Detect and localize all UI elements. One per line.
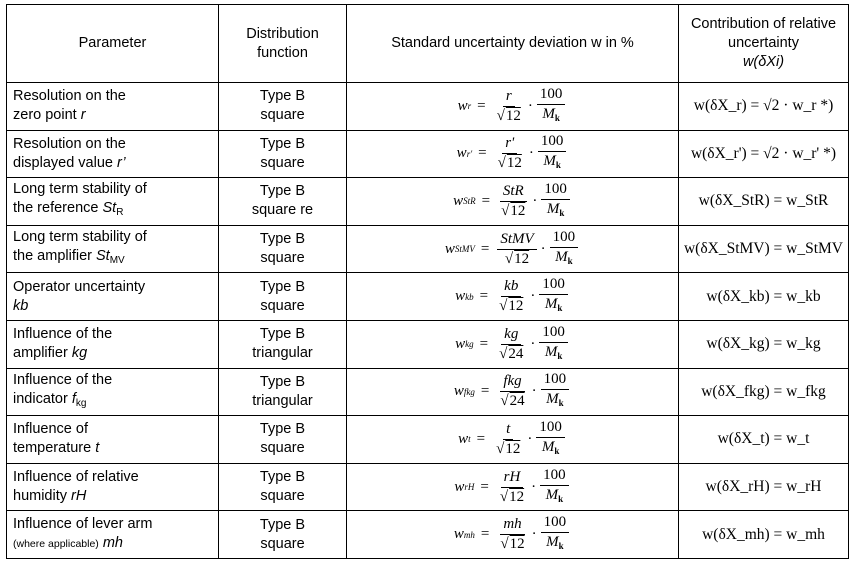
cell-distribution: Type B square — [219, 511, 347, 559]
fraction-factor: $\frac{100}{M_k}$ — [541, 181, 570, 222]
formula: w r' = $\frac{r'}{√12}$ · $\frac{100}{M_k}$ — [457, 133, 569, 174]
formula: w fkg = $\frac{\text{fkg}}{√24}$ · $\frac{100}{M_k}$ — [454, 371, 571, 412]
cell-distribution: Type B square — [219, 130, 347, 178]
fraction: $\frac{kb}{√12}$ — [499, 278, 524, 315]
cell-parameter: Influence of lever arm (where applicable) mh — [7, 511, 219, 559]
fraction: $\frac{r}{√12}$ — [496, 87, 521, 124]
header-std-uncertainty: Standard uncertainty deviation w in % — [347, 5, 679, 83]
cell-contribution: w(δX_rH) = w_rH — [679, 463, 849, 511]
cell-formula — [347, 178, 679, 226]
cell-parameter: Influence of the amplifier kg — [7, 320, 219, 368]
cell-distribution: Type B square — [219, 83, 347, 131]
cell-parameter: Long term stability of the reference $St_R$ — [7, 178, 219, 226]
fraction-factor: $\frac{100}{M_k}$ — [550, 229, 579, 270]
table-row — [7, 416, 849, 464]
cell-contribution: w(δX_t) = w_t — [679, 416, 849, 464]
cell-distribution: Type B triangular — [219, 320, 347, 368]
cell-contribution: w(δX_StMV) = w_StMV — [679, 225, 849, 273]
formula: w r = $\frac{r}{√12}$ · $\frac{100}{M_k}$ — [458, 86, 568, 127]
table-row — [7, 178, 849, 226]
cell-contribution: w(δX_kg) = w_kg — [679, 320, 849, 368]
cell-parameter: Operator uncertainty kb — [7, 273, 219, 321]
cell-distribution: Type B square — [219, 463, 347, 511]
cell-parameter: Influence of relative humidity rH — [7, 463, 219, 511]
fraction-factor: $\frac{100}{M_k}$ — [537, 86, 566, 127]
cell-distribution: Type B square — [219, 225, 347, 273]
cell-formula — [347, 368, 679, 416]
formula: w t = $\frac{t}{√12}$ · $\frac{100}{M_k}$ — [458, 419, 567, 460]
cell-distribution: Type B square re — [219, 178, 347, 226]
fraction: $\frac{kg}{√24}$ — [499, 325, 524, 362]
cell-formula — [347, 225, 679, 273]
cell-formula — [347, 320, 679, 368]
fraction-factor: $\frac{100}{M_k}$ — [536, 419, 565, 460]
table-row — [7, 463, 849, 511]
cell-parameter: Influence of temperature t — [7, 416, 219, 464]
table-row — [7, 225, 849, 273]
fraction-factor: $\frac{100}{M_k}$ — [541, 514, 570, 555]
formula: w StMV = $\frac{\text{StMV}}{√12}$ · $\frac{100}{M_k}$ — [445, 229, 580, 270]
fraction: $\frac{\text{StMV}}{√12}$ — [497, 231, 536, 268]
fraction: $\frac{rH}{√12}$ — [499, 468, 525, 505]
cell-contribution: w(δX_fkg) = w_fkg — [679, 368, 849, 416]
cell-contribution: w(δX_r) = √2 · w_r *) — [679, 83, 849, 131]
cell-distribution: Type B square — [219, 416, 347, 464]
cell-parameter: Influence of the indicator $f_{kg}$ — [7, 368, 219, 416]
formula: w kg = $\frac{kg}{√24}$ · $\frac{100}{M_k}$ — [455, 324, 570, 365]
fraction-factor: $\frac{100}{M_k}$ — [540, 467, 569, 508]
header-parameter: Parameter — [7, 5, 219, 83]
cell-formula — [347, 130, 679, 178]
fraction-factor: $\frac{100}{M_k}$ — [539, 276, 568, 317]
cell-parameter: Resolution on the zero point r — [7, 83, 219, 131]
table-row — [7, 130, 849, 178]
table-row — [7, 320, 849, 368]
fraction-factor: $\frac{100}{M_k}$ — [541, 371, 570, 412]
cell-formula — [347, 416, 679, 464]
table-row — [7, 273, 849, 321]
fraction-factor: $\frac{100}{M_k}$ — [538, 133, 567, 174]
table-row — [7, 511, 849, 559]
cell-distribution: Type B square — [219, 273, 347, 321]
header-contribution: Contribution of relative uncertainty w(δXi) — [679, 5, 849, 83]
cell-distribution: Type B triangular — [219, 368, 347, 416]
fraction: $\frac{\text{fkg}}{√24}$ — [500, 373, 525, 410]
fraction: $\frac{mh}{√12}$ — [500, 516, 525, 553]
cell-formula — [347, 463, 679, 511]
header-distribution: Distribution function — [219, 5, 347, 83]
table-row — [7, 83, 849, 131]
fraction: $\frac{r'}{√12}$ — [497, 135, 522, 172]
formula: w mh = $\frac{mh}{√12}$ · $\frac{100}{M_k}$ — [454, 514, 571, 555]
fraction: $\frac{\text{StR}}{√12}$ — [501, 182, 526, 219]
formula: w kb = $\frac{kb}{√12}$ · $\frac{100}{M_k}$ — [455, 276, 570, 317]
cell-contribution: w(δX_StR) = w_StR — [679, 178, 849, 226]
header-row — [7, 5, 849, 83]
formula: w rH = $\frac{rH}{√12}$ · $\frac{100}{M_k}$ — [454, 467, 570, 508]
cell-contribution: w(δX_kb) = w_kb — [679, 273, 849, 321]
uncertainty-table — [6, 4, 849, 559]
fraction: $\frac{t}{√12}$ — [496, 420, 521, 457]
cell-formula — [347, 511, 679, 559]
cell-formula — [347, 273, 679, 321]
formula: w StR = $\frac{\text{StR}}{√12}$ · $\frac{100}{M_k}$ — [453, 181, 572, 222]
table-row — [7, 368, 849, 416]
fraction-factor: $\frac{100}{M_k}$ — [539, 324, 568, 365]
cell-formula — [347, 83, 679, 131]
cell-contribution: w(δX_r') = √2 · w_r' *) — [679, 130, 849, 178]
cell-parameter: Resolution on the displayed value r’ — [7, 130, 219, 178]
cell-parameter: Long term stability of the amplifier $St_{MV}$ — [7, 225, 219, 273]
cell-contribution: w(δX_mh) = w_mh — [679, 511, 849, 559]
